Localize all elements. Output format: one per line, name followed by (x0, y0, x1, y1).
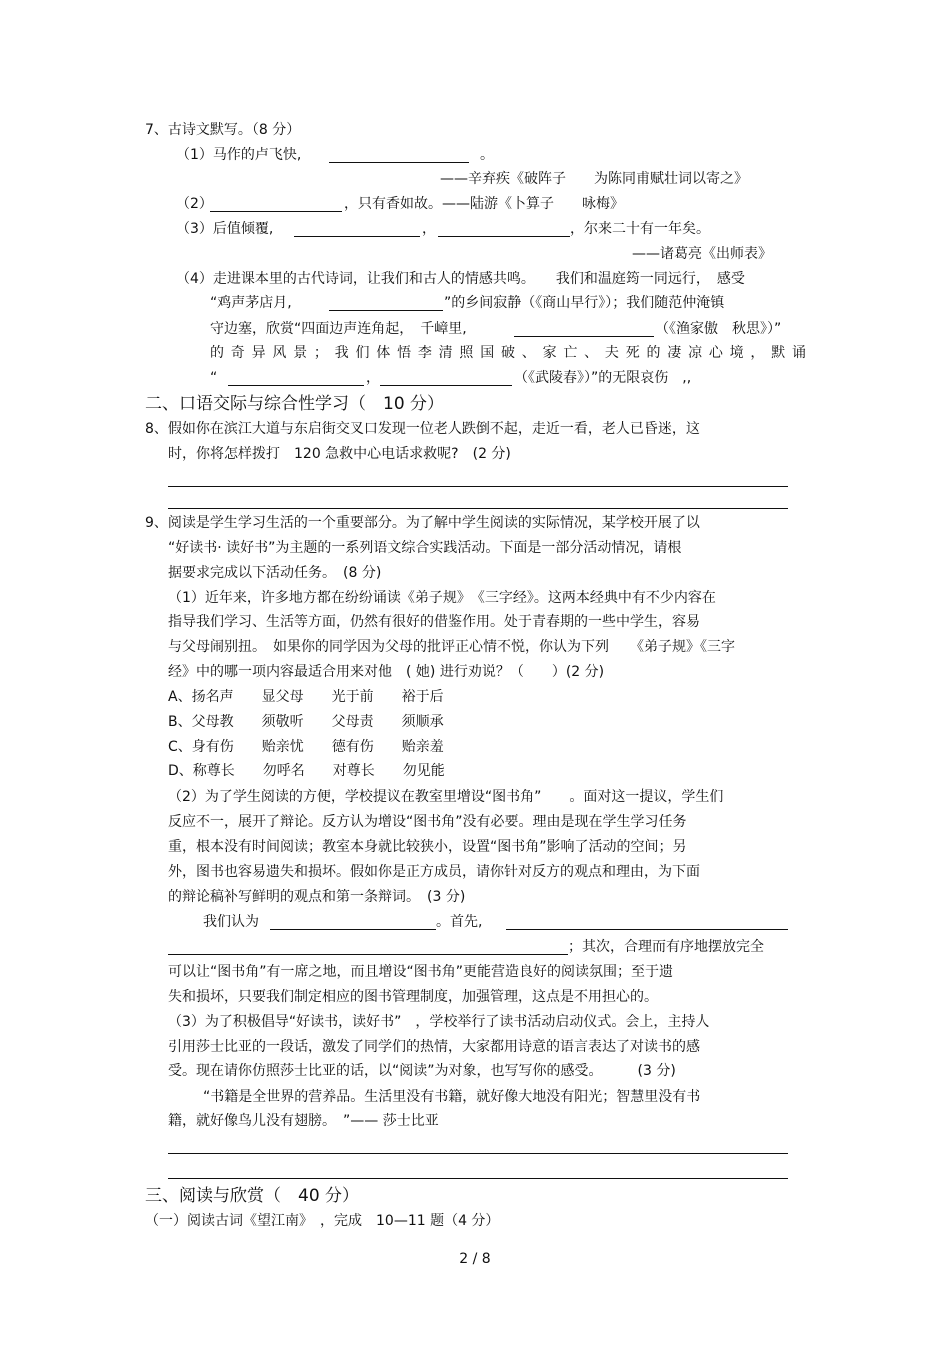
q7-item2-label: （2） (176, 196, 213, 212)
q9-line1: 9、阅读是学生学习生活的一个重要部分。为了解中学生阅读的实际情况，某学校开展了以 (145, 515, 700, 531)
q7-item4-line4: 的奇异风景；我们体悟李清照国破、家亡、夫死的凄凉心境，默诵 (210, 345, 806, 361)
q9-part3-line1: （3）为了积极倡导“好读书，读好书” ，学校举行了读书活动启动仪式。会上，主持人 (168, 1014, 710, 1030)
q9-part2-fill-second: ；其次，合理而有序地摆放完全 (568, 939, 764, 955)
q7-item4-blank4[interactable] (380, 385, 512, 386)
q9-line2: “好读书· 读好书”为主题的一系列语文综合实践活动。下面是一部分活动情况，请根 (168, 540, 682, 556)
q9-part1-line4: 经》中的哪一项内容最适合用来对他 ( 她) 进行劝说？（ ）(2 分) (168, 664, 605, 680)
q7-item3-source: ——诸葛亮《出师表》 (632, 246, 772, 262)
q8-line2: 时，你将怎样拨打 120 急救中心电话求救呢? (2 分) (168, 446, 511, 462)
section3-subheading: （一）阅读古词《望江南》 ，完成 10—11 题（4 分） (145, 1213, 500, 1229)
q9-part3-line3: 受。现在请你仿照莎士比亚的话，以“阅读”为对象，也写写你的感受。 (3 分) (168, 1063, 676, 1079)
q8-line1: 8、假如你在滨江大道与东启街交叉口发现一位老人跌倒不起，走近一看，老人已昏迷，这 (145, 421, 700, 437)
q7-item4-blank2[interactable] (514, 336, 654, 337)
q7-item4-line2b: ”的乡间寂静（《商山早行》）；我们随范仲淹镇 (444, 295, 725, 311)
q9-part2-fill-label: 我们认为 (203, 914, 259, 930)
q7-title: 7、古诗文默写。（8 分） (145, 122, 301, 138)
q9-option-a[interactable]: A、扬名声 显父母 光于前 裕于后 (168, 689, 444, 705)
q9-part3-quote2: 籍，就好像鸟儿没有翅膀。 ”—— 莎士比亚 (168, 1113, 439, 1129)
q9-part2-blank3[interactable] (168, 954, 568, 955)
q7-item4-line1: （4）走进课本里的古代诗词，让我们和古人的情感共鸣。 我们和温庭筠一同远行， 感受 (176, 271, 745, 287)
section3-heading: 三、阅读与欣赏（ 40 分） (145, 1186, 360, 1206)
q7-item3-comma: ， (422, 221, 436, 237)
q8-answer-line1[interactable] (168, 486, 788, 487)
q7-item3-text: （3）后值倾覆, (176, 221, 274, 237)
q9-part2-line3: 重，根本没有时间阅读；教室本身就比较狭小，设置“图书角”影响了活动的空间；另 (168, 839, 687, 855)
q9-part2-fill-first: 。首先, (436, 914, 483, 930)
q9-part2-fill-line3: 可以让“图书角”有一席之地，而且增设“图书角”更能营造良好的阅读氛围；至于遗 (168, 964, 674, 980)
q7-item1-text: （1）马作的卢飞快, (176, 147, 302, 163)
q9-part3-line2: 引用莎士比亚的一段话，激发了同学们的热情，大家都用诗意的语言表达了对读书的感 (168, 1039, 700, 1055)
q7-item4-blank1[interactable] (329, 310, 443, 311)
q9-option-d[interactable]: D、称尊长 勿呼名 对尊长 勿见能 (168, 763, 445, 779)
q7-item4-blank3[interactable] (228, 385, 364, 386)
q7-item1-source: ——辛弃疾《破阵子 为陈同甫赋壮词以寄之》 (440, 171, 748, 187)
q9-option-b[interactable]: B、父母教 须敬听 父母责 须顺承 (168, 714, 444, 730)
q9-part2-line5: 的辩论稿补写鲜明的观点和第一条辩词。 (3 分) (168, 889, 466, 905)
q9-part2-line2: 反应不一，展开了辩论。反方认为增设“图书角”没有必要。理由是现在学生学习任务 (168, 814, 687, 830)
q9-part1-line1: （1）近年来，许多地方都在纷纷诵读《弟子规》 《三字经》。这两本经典中有不少内容在 (168, 590, 716, 606)
section2-heading: 二、口语交际与综合性学习（ 10 分） (145, 394, 445, 414)
q9-part1-line2: 指导我们学习、生活等方面，仍然有很好的借鉴作用。处于青春期的一些中学生，容易 (168, 614, 700, 630)
q9-part2-line1: （2）为了学生阅读的方便，学校提议在教室里增设“图书角” 。面对这一提议，学生们 (168, 789, 724, 805)
q9-option-c[interactable]: C、身有伤 贻亲忧 德有伤 贻亲羞 (168, 739, 444, 755)
q9-part3-quote1: “书籍是全世界的营养品。生活里没有书籍，就好像大地没有阳光；智慧里没有书 (203, 1089, 701, 1105)
q9-answer-line1[interactable] (168, 1153, 788, 1154)
q7-item3-blank1[interactable] (294, 236, 420, 237)
q7-item2-text: ，只有香如故。——陆游《卜算子 咏梅》 (344, 196, 624, 212)
q7-item4-line5a: “ (210, 370, 218, 386)
q7-item4-line5b: ， (366, 370, 380, 386)
q8-answer-line2[interactable] (168, 508, 788, 509)
q7-item3-blank2[interactable] (438, 236, 570, 237)
q7-item1-blank[interactable] (329, 162, 469, 163)
q7-item2-blank[interactable] (210, 211, 342, 212)
q9-answer-line2[interactable] (168, 1178, 788, 1179)
q7-item3-end: ，尔来二十有一年矣。 (570, 221, 710, 237)
q7-item4-line5c: （《武陵春》）”的无限哀伤 ,, (514, 370, 692, 386)
q9-part2-fill-line4: 失和损坏，只要我们制定相应的图书管理制度，加强管理，这点是不用担心的。 (168, 989, 658, 1005)
q9-part2-line4: 外，图书也容易遗失和损坏。假如你是正方成员，请你针对反方的观点和理由，为下面 (168, 864, 700, 880)
q7-item4-line3b: （《渔家傲 秋思》）” (655, 321, 782, 337)
q9-line3: 据要求完成以下活动任务。 (8 分) (168, 565, 382, 581)
q7-item4-line2a: “鸡声茅店月, (210, 295, 292, 311)
q9-part2-blank1[interactable] (270, 929, 436, 930)
q7-item1-end: 。 (480, 147, 494, 163)
q9-part1-line3: 与父母闹别扭。 如果你的同学因为父母的批评正心情不悦，你认为下列 《弟子规》《三字 (168, 639, 735, 655)
q7-item4-line3a: 守边塞，欣赏“四面边声连角起， 千嶂里, (210, 321, 467, 337)
q9-part2-blank2[interactable] (506, 929, 788, 930)
page-number: 2 / 8 (459, 1251, 491, 1267)
